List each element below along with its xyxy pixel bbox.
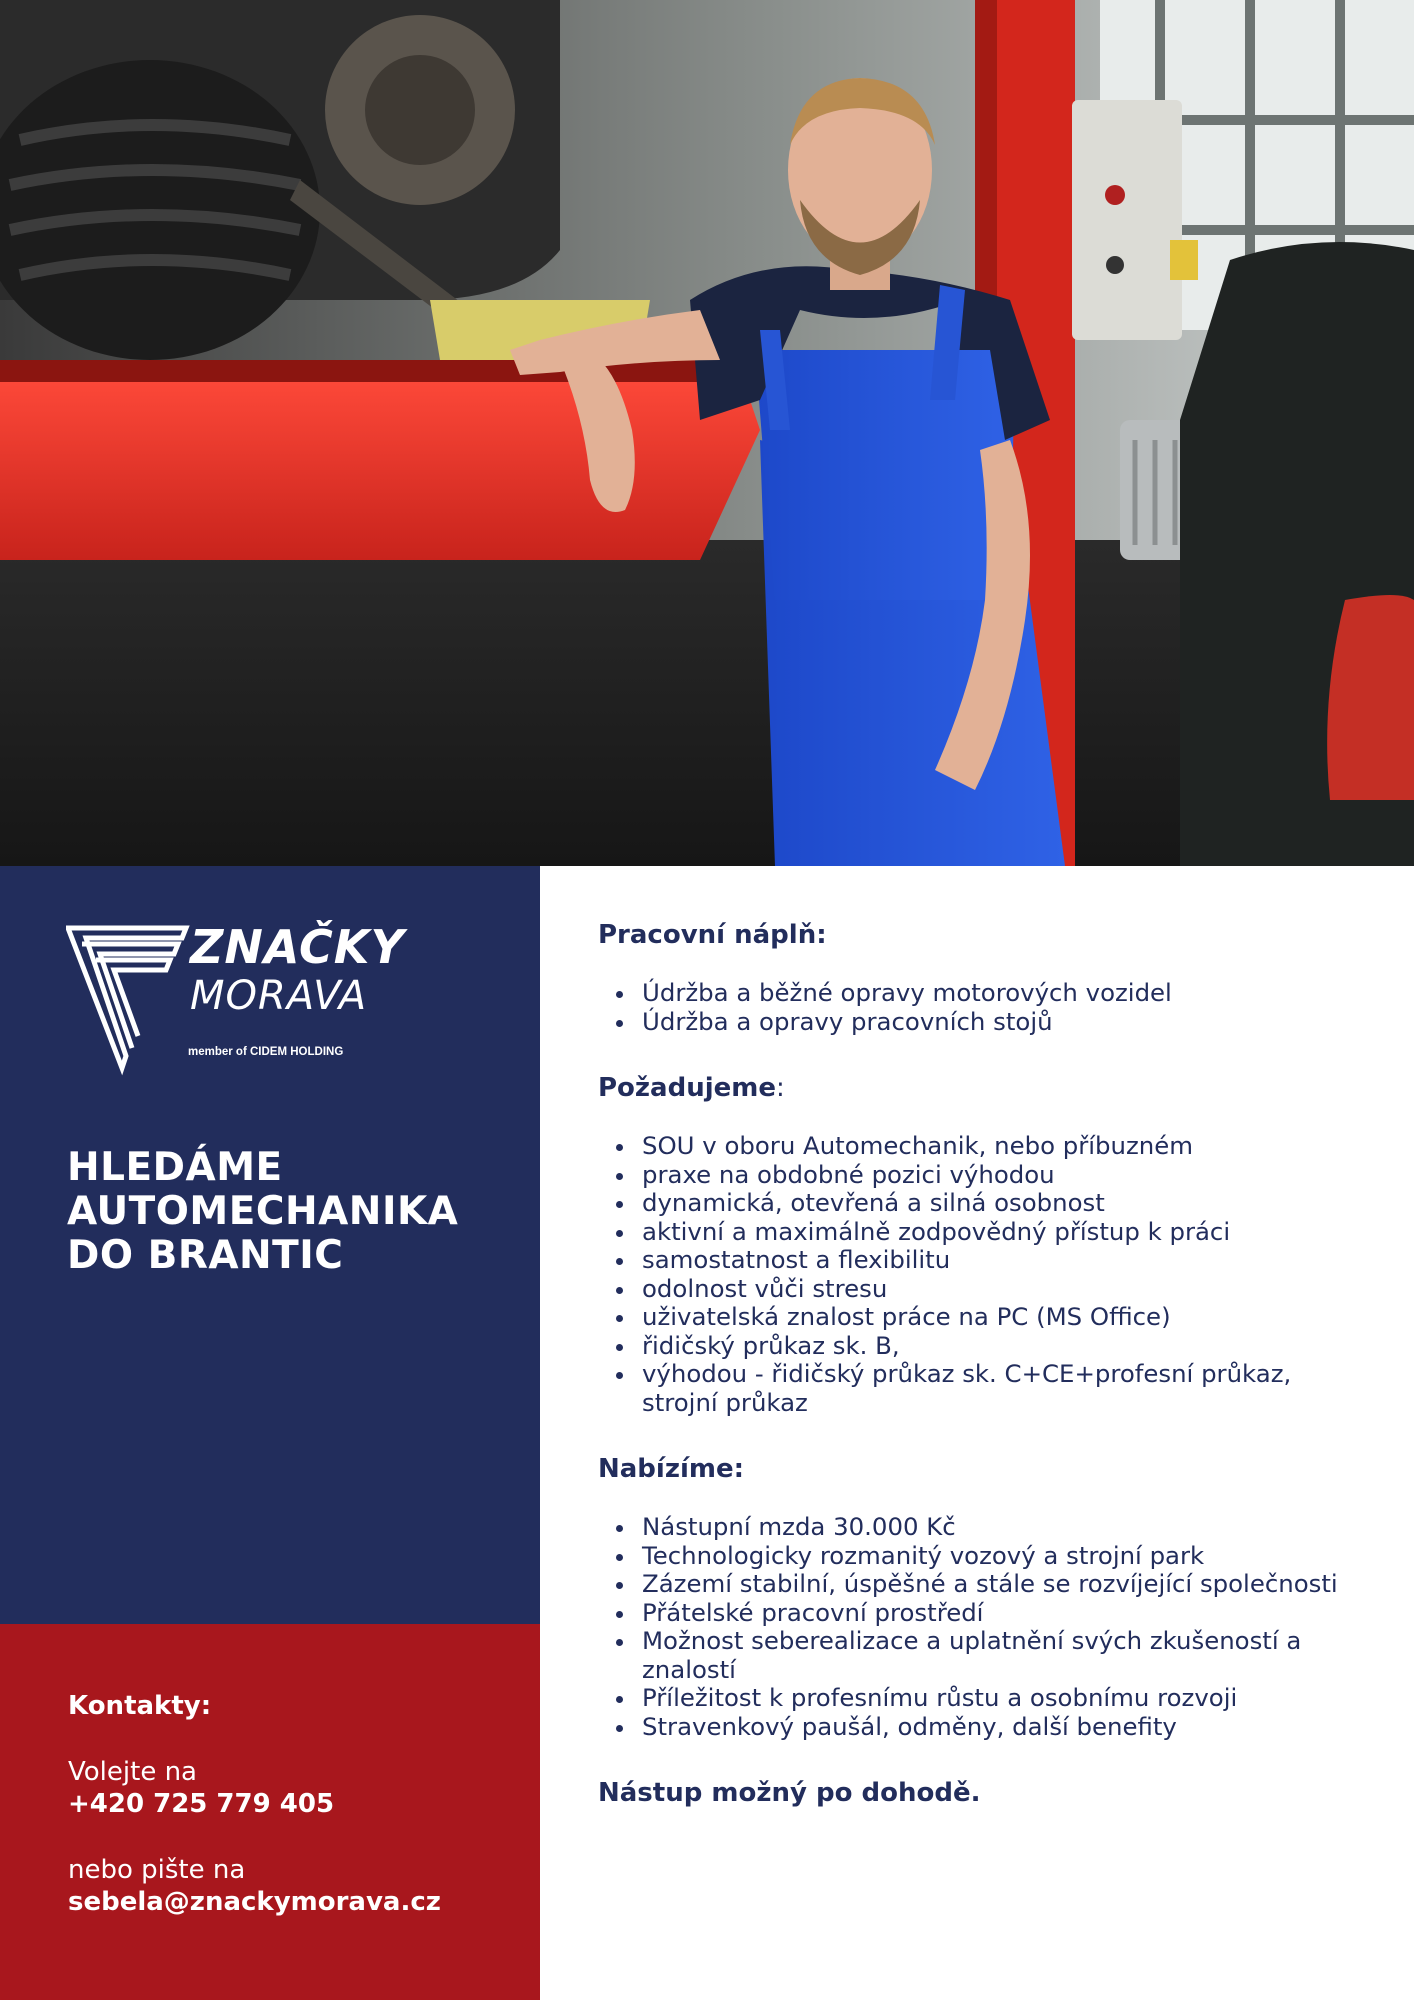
list-item: Údržba a opravy pracovních stojů xyxy=(598,1008,1358,1037)
list-item: výhodou - řidičský průkaz sk. C+CE+profesní průkaz, strojní průkaz xyxy=(598,1360,1358,1417)
requirements-title-text: Požadujeme xyxy=(598,1073,776,1103)
list-item: Příležitost k profesnímu růstu a osobnímu rozvoji xyxy=(598,1684,1358,1713)
list-item: aktivní a maximálně zodpovědný přístup k práci xyxy=(598,1218,1358,1247)
list-item: Přátelské pracovní prostředí xyxy=(598,1599,1358,1628)
contacts-title: Kontakty: xyxy=(68,1691,212,1721)
list-item: odolnost vůči stresu xyxy=(598,1275,1358,1304)
offer-title: Nabízíme: xyxy=(598,1454,744,1484)
list-item: Technologicky rozmanitý vozový a strojní park xyxy=(598,1542,1358,1571)
page-title xyxy=(67,1146,517,1278)
list-item: SOU v oboru Automechanik, nebo příbuzném xyxy=(598,1132,1358,1161)
duties-list xyxy=(598,979,1358,1036)
contacts-block xyxy=(68,1689,441,1918)
phone-number[interactable]: +420 725 779 405 xyxy=(68,1789,335,1819)
headline-line: DO BRANTIC xyxy=(67,1233,344,1278)
requirements-title xyxy=(598,1071,1358,1105)
logo-name-line1: ZNAČKY xyxy=(190,920,405,974)
requirements-list xyxy=(598,1132,1358,1417)
list-item: samostatnost a flexibilitu xyxy=(598,1246,1358,1275)
duties-title: Pracovní náplň: xyxy=(598,920,827,950)
email-link[interactable]: sebela@znackymorava.cz xyxy=(68,1887,441,1917)
mechanic-photo-illustration xyxy=(0,0,1414,866)
job-details xyxy=(598,918,1358,1810)
company-logo xyxy=(66,920,436,1084)
call-text: Volejte na xyxy=(68,1757,197,1787)
logo-tagline: member of CIDEM HOLDING xyxy=(188,1046,344,1058)
write-text: nebo pište na xyxy=(68,1855,246,1885)
list-item: praxe na obdobné pozici výhodou xyxy=(598,1161,1358,1190)
requirements-title-colon: : xyxy=(776,1073,785,1103)
list-item: Údržba a běžné opravy motorových vozidel xyxy=(598,979,1358,1008)
start-date-note: Nástup možný po dohodě. xyxy=(598,1778,981,1808)
logo-name-line2: MORAVA xyxy=(190,973,368,1019)
list-item: Možnost seberealizace a uplatnění svých zkušeností a znalostí xyxy=(598,1627,1358,1684)
offer-list xyxy=(598,1513,1358,1741)
list-item: dynamická, otevřená a silná osobnost xyxy=(598,1189,1358,1218)
list-item: Stravenkový paušál, odměny, další benefity xyxy=(598,1713,1358,1742)
list-item: Nástupní mzda 30.000 Kč xyxy=(598,1513,1358,1542)
list-item: řidičský průkaz sk. B, xyxy=(598,1332,1358,1361)
hero-photo xyxy=(0,0,1414,866)
logo-chevron-icon xyxy=(66,924,196,1084)
headline-line: HLEDÁME xyxy=(67,1145,283,1190)
headline-line: AUTOMECHANIKA xyxy=(67,1189,459,1234)
list-item: Zázemí stabilní, úspěšné a stále se rozvíjející společnosti xyxy=(598,1570,1358,1599)
list-item: uživatelská znalost práce na PC (MS Office) xyxy=(598,1303,1358,1332)
